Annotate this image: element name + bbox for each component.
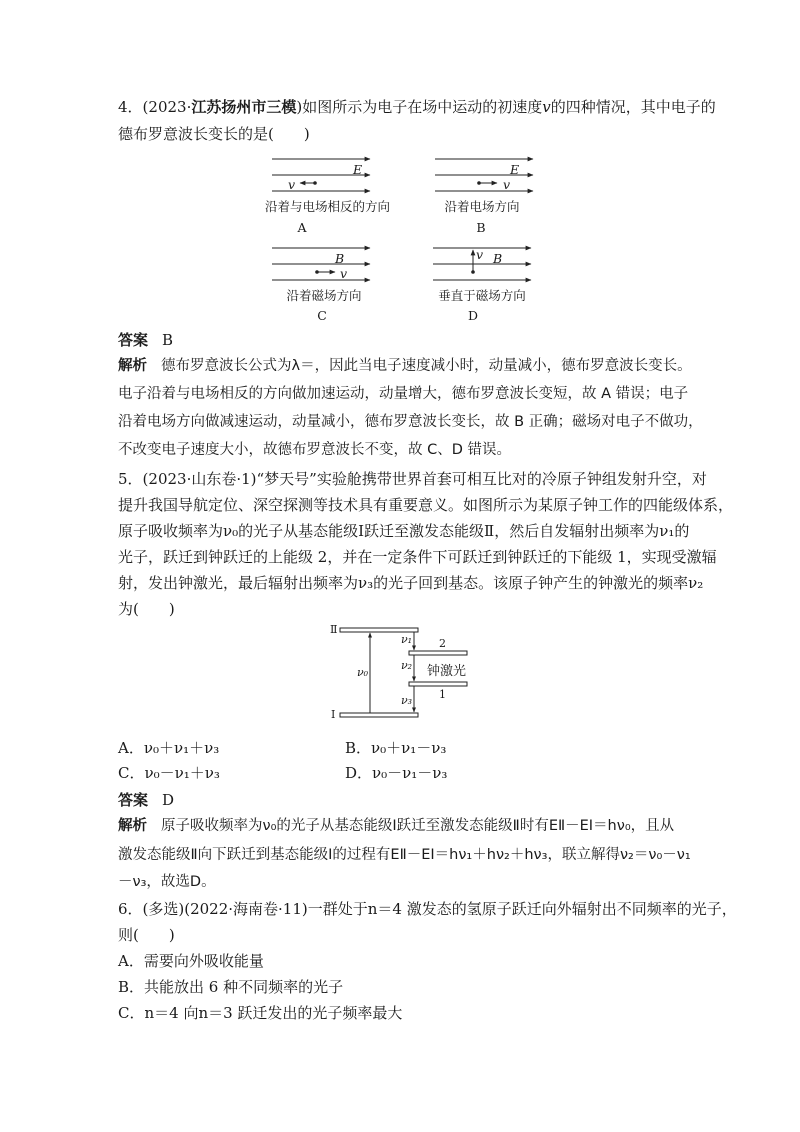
field-label-e: E — [510, 162, 520, 177]
nu1-label: ν₁ — [401, 633, 413, 646]
q5-stem-line-6: 为( ) — [118, 600, 175, 618]
velocity-label: v — [503, 177, 511, 192]
velocity-label: v — [340, 266, 348, 281]
nu3-label: ν₃ — [401, 694, 413, 707]
q5-stem-line-3: 原子吸收频率为ν₀的光子从基态能级Ⅰ跃迁至激发态能级Ⅱ，然后自发辐射出频率为ν₁的 — [118, 522, 690, 540]
q5-stem-line-1 — [118, 469, 707, 489]
clock-upper-level — [409, 651, 467, 655]
figure-d-caption: 垂直于磁场方向 — [438, 288, 526, 303]
q6-option-a: A．需要向外吸收能量 — [118, 952, 264, 970]
level-2-number: 2 — [439, 637, 446, 650]
electron-dot — [477, 181, 481, 185]
q4-figure-a — [270, 153, 380, 198]
figure-c-diagram — [270, 242, 380, 287]
figure-b-letter: B — [476, 220, 486, 235]
q4-number: 4． — [118, 98, 143, 116]
q6-stem-line-2: 则( ) — [118, 926, 175, 944]
q5-stem-line-2: 提升我国导航定位、深空探测等技术具有重要意义。如图所示为某原子钟工作的四能级体系， — [118, 496, 734, 514]
q5-analysis-line-1 — [118, 816, 674, 836]
figure-b-caption: 沿着电场方向 — [444, 199, 520, 214]
q4-source-close: ) — [296, 98, 303, 116]
q6-option-c: C．n＝4 向n＝3 跃迁发出的光子频率最大 — [118, 1004, 403, 1022]
field-label-b: B — [335, 251, 345, 266]
nu2-label: ν₂ — [401, 659, 413, 672]
q4-analysis-line-1 — [118, 356, 692, 376]
analysis-label: 解析 — [118, 358, 147, 374]
field-label-b: B — [493, 251, 503, 266]
q4-velocity-symbol: v — [542, 98, 551, 116]
analysis-label: 解析 — [118, 818, 147, 834]
q4-analysis-line-3: 沿着电场方向做减速运动，动量减小，德布罗意波长变长，故 B 正确；磁场对电子不做功， — [118, 414, 703, 430]
analysis-text: 原子吸收频率为ν₀的光子从基态能级Ⅰ跃迁至激发态能级Ⅱ时有EⅡ－EⅠ＝hν₀，且从 — [161, 818, 675, 834]
nu0-label: ν₀ — [357, 666, 369, 679]
electron-dot — [471, 270, 475, 274]
q4-figure-b — [433, 153, 543, 198]
electron-dot — [313, 181, 317, 185]
q4-source-open: (2023· — [142, 98, 192, 116]
q5-option-d: D．ν₀－ν₁－ν₃ — [345, 764, 448, 782]
answer-value: D — [162, 791, 175, 809]
figure-b-diagram — [433, 153, 543, 198]
velocity-label: v — [476, 247, 484, 262]
q4-analysis-line-2: 电子沿着与电场相反的方向做加速运动，动量增大，德布罗意波长变短，故 A 错误；电子 — [118, 386, 689, 402]
q5-number: 5． — [118, 470, 143, 488]
field-label-e: E — [353, 162, 363, 177]
q5-analysis-line-2: 激发态能级Ⅱ向下跃迁到基态能级Ⅰ的过程有EⅡ－EⅠ＝hν₁＋hν₂＋hν₃，联立解得ν₂＝ν₀－ν₁ — [118, 847, 691, 863]
level-bottom-label: Ⅰ — [331, 708, 336, 721]
electron-dot — [315, 270, 319, 274]
q4-stem-text-end: 的四种情况，其中电子的 — [550, 98, 716, 116]
q4-analysis-line-4: 不改变电子速度大小，故德布罗意波长不变，故 C、D 错误。 — [118, 442, 512, 458]
q5-option-a: A．ν₀＋ν₁＋ν₃ — [118, 739, 220, 757]
q5-answer — [118, 790, 174, 810]
q5-option-b: B．ν₀＋ν₁－ν₃ — [345, 739, 447, 757]
figure-a-caption: 沿着与电场相反的方向 — [265, 199, 391, 214]
q4-stem-line-2: 德布罗意波长变长的是( ) — [118, 125, 310, 143]
clock-laser-label: 钟激光 — [427, 664, 467, 679]
figure-a-letter: A — [297, 220, 307, 235]
q4-stem-line-1 — [118, 97, 716, 117]
answer-label: 答案 — [118, 331, 149, 349]
analysis-text: 德布罗意波长公式为λ＝，因此当电子速度减小时，动量减小，德布罗意波长变长。 — [161, 358, 692, 374]
velocity-label: v — [288, 177, 296, 192]
q5-source: (2023·山东卷·1) — [142, 470, 257, 488]
q4-stem-text: 如图所示为电子在场中运动的初速度 — [302, 98, 543, 116]
figure-c-caption: 沿着磁场方向 — [286, 288, 362, 303]
level-1-bar — [340, 713, 418, 717]
q5-stem-line-5: 射，发出钟激光，最后辐射出频率为ν₃的光子回到基态。该原子钟产生的钟激光的频率ν₂ — [118, 574, 704, 592]
level-2-bar — [340, 628, 418, 632]
level-1-number: 1 — [439, 688, 446, 701]
answer-value: B — [162, 331, 174, 349]
q4-source-name: 江苏扬州市三模 — [191, 98, 297, 116]
q5-stem-line-4: 光子，跃迁到钟跃迁的上能级 2，并在一定条件下可跃迁到钟跃迁的下能级 1，实现受激辐 — [118, 548, 717, 566]
clock-lower-level — [409, 682, 467, 686]
figure-d-diagram — [431, 242, 541, 287]
figure-c-letter: C — [317, 308, 327, 323]
q6-stem-line-1: 6．(多选)(2022·海南卷·11)一群处于n＝4 激发态的氢原子跃迁向外辐射出不同频率的光子， — [118, 900, 737, 918]
q4-figure-d — [431, 242, 541, 287]
q6-option-b: B．共能放出 6 种不同频率的光子 — [118, 978, 344, 996]
level-top-label: Ⅱ — [330, 623, 338, 636]
q4-answer — [118, 330, 173, 350]
q5-analysis-line-3: －ν₃，故选D。 — [118, 874, 216, 890]
figure-a-diagram — [270, 153, 380, 198]
answer-label: 答案 — [118, 791, 149, 809]
q5-energy-level-figure — [330, 624, 490, 724]
figure-d-letter: D — [467, 308, 479, 323]
q5-option-c: C．ν₀－ν₁＋ν₃ — [118, 764, 220, 782]
q4-figure-c — [270, 242, 380, 287]
q5-stem-text: “梦天号”实验舱携带世界首套可相互比对的冷原子钟组发射升空，对 — [256, 470, 707, 488]
